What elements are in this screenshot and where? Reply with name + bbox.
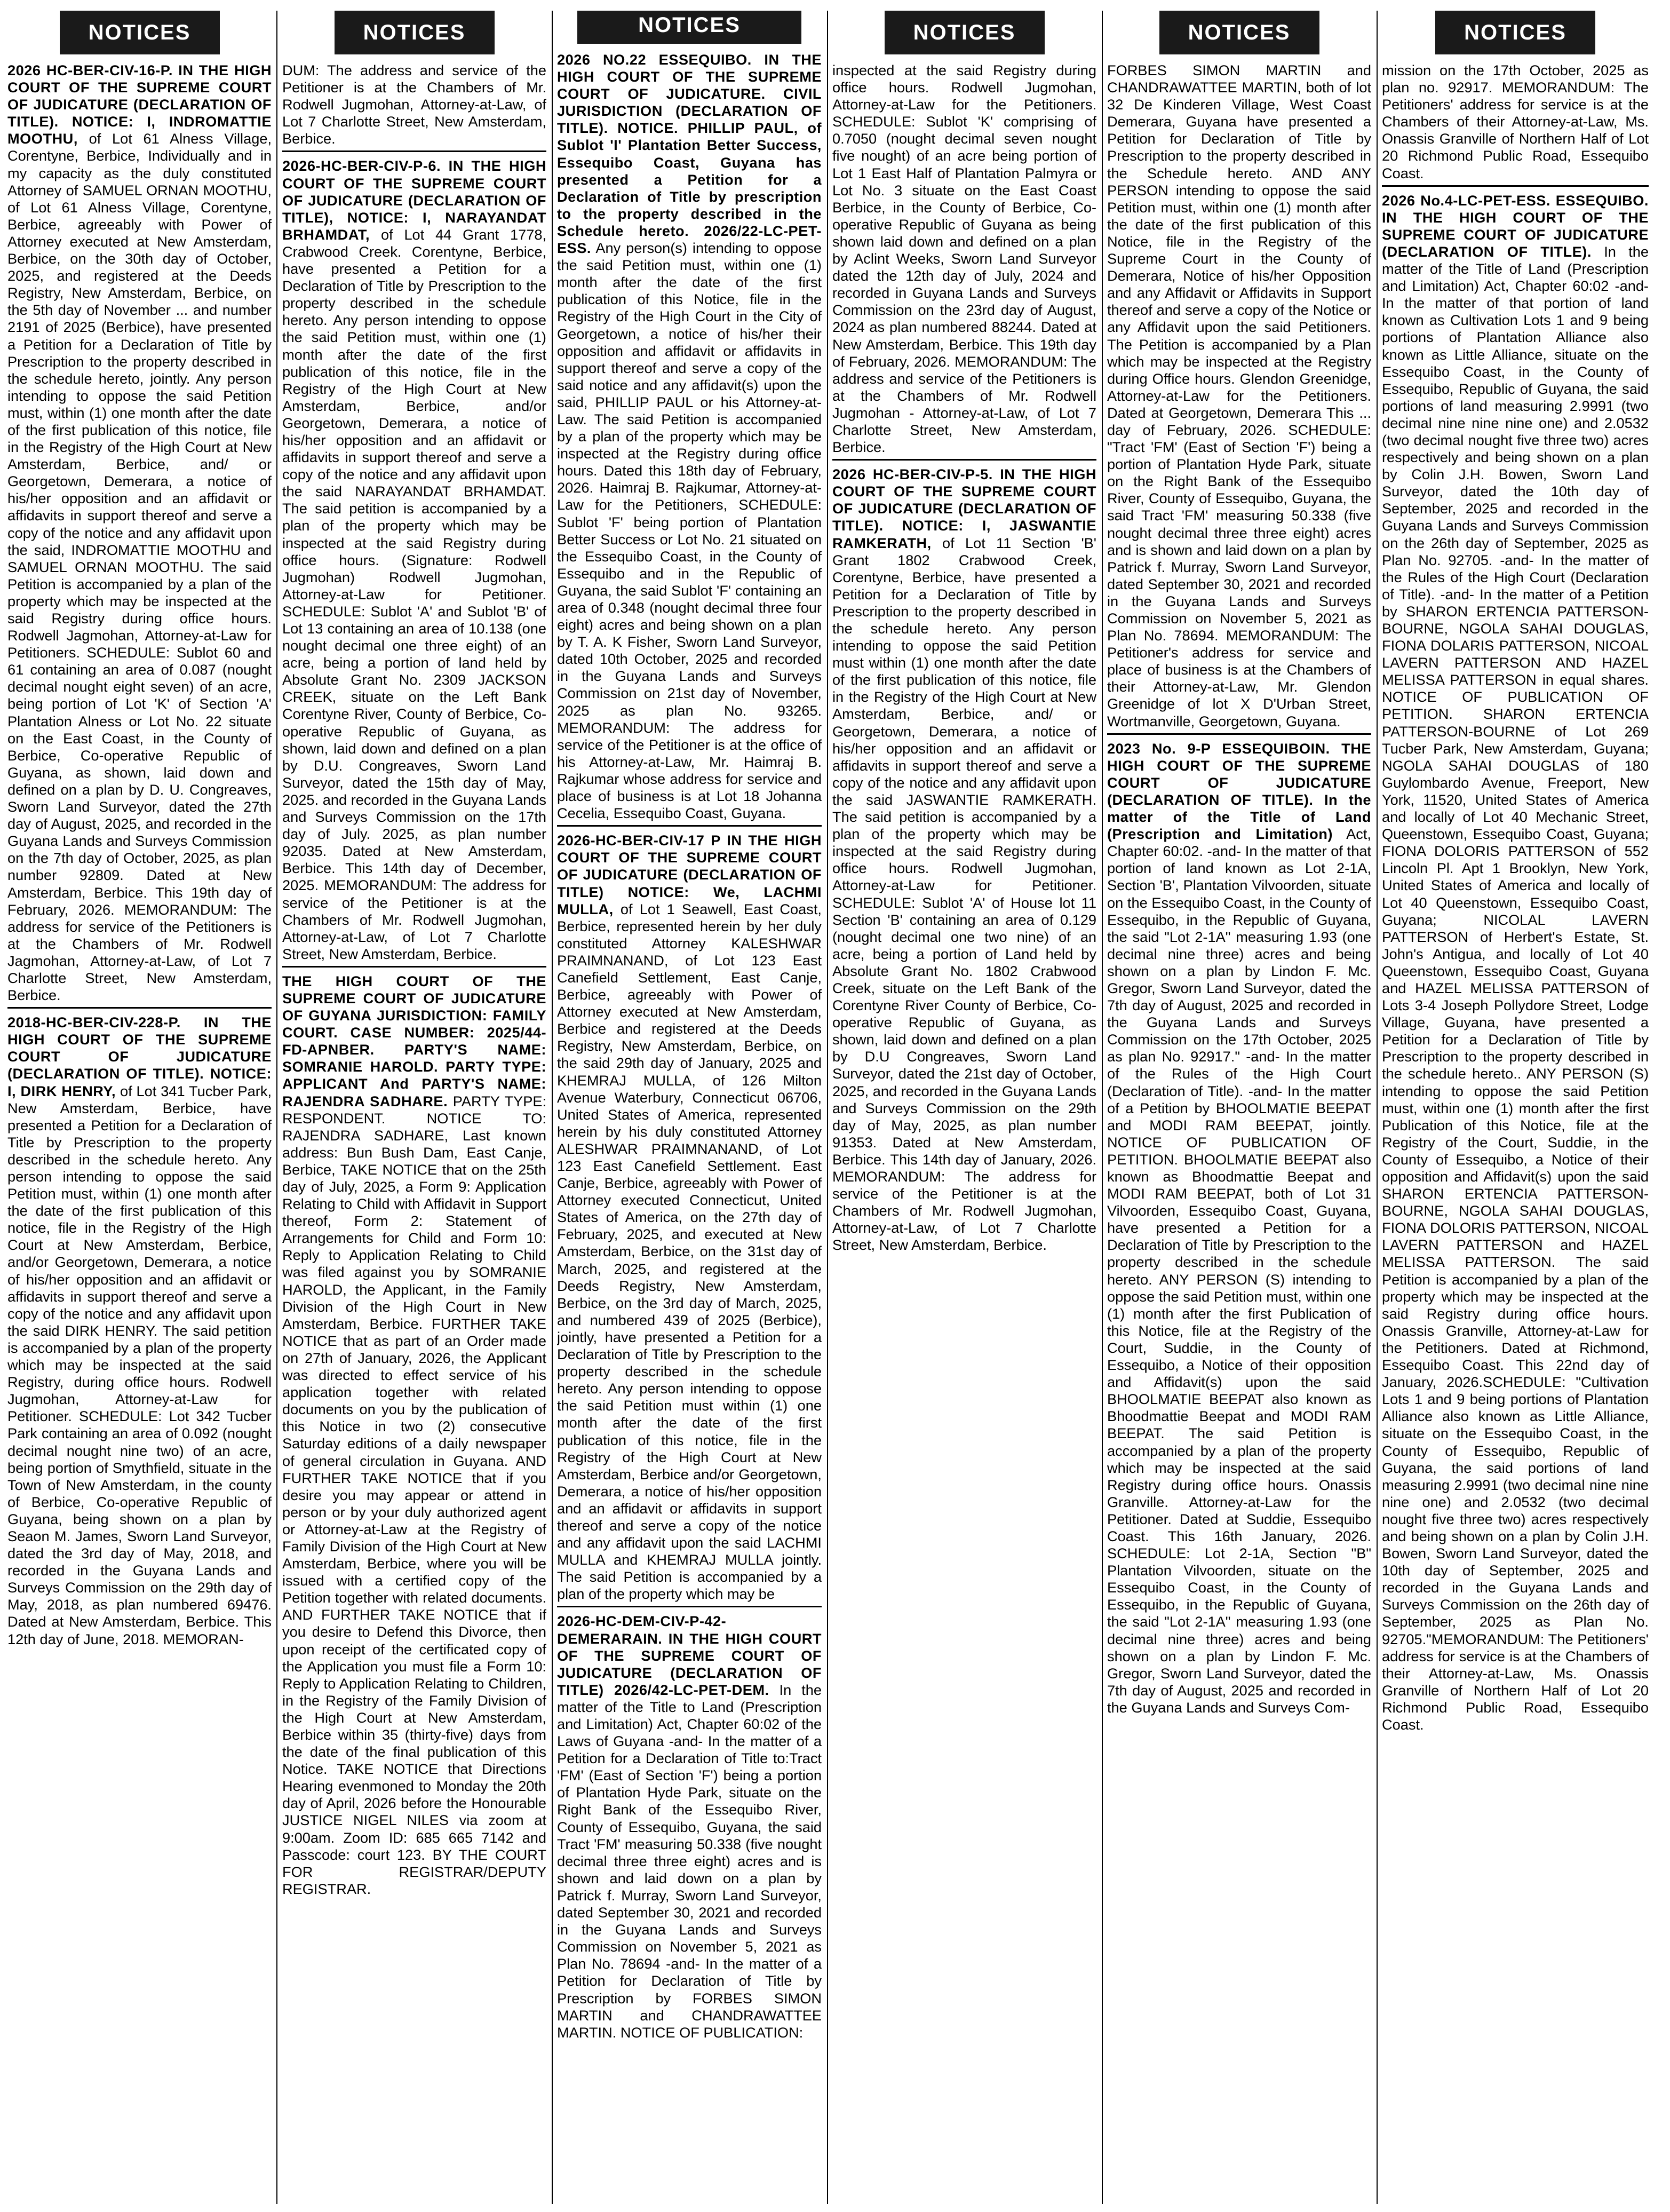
notice	[557, 832, 822, 1603]
notice-title: 2026 No.4-LC-PET-ESS. ESSEQUIBO. IN THE HIGH COURT OF THE SUPREME COURT OF JUDICATURE (DECLARATION OF TITLE).	[1382, 192, 1649, 260]
column-divider	[1377, 11, 1378, 2204]
notice-title: 2026-HC-BER-CIV-17 P IN THE HIGH COURT OF THE SUPREME COURT OF JUDICATURE (DECLARATION OF TITLE) NOTICE: We, LACHMI MULLA,	[557, 832, 822, 917]
notice-body: of Lot 61 Alness Village, Corentyne, Berbice, Individually and in my capacity as the duly constituted Attorney of SAMUEL ORNAN MOOTHU, of Lot 61 Alness Village, Corentyne, Berbice, agreeably with Power of Attorney executed at New Amsterdam, Berbice, on the 30th day of October, 2025, and registered at the Deeds Registry, New Amsterdam, Berbice, on the 5th day of November ... and number 2191 of 2025 (Berbice), have presented a Petition for a Declaration of Title by Prescription to the property described in the schedule hereto, jointly. Any person intending to oppose the said Petition must, within (1) one month after the date of the first publication of this notice, file in the Registry of the High Court at New Amsterdam, Berbice, and/ or Georgetown, Demerara, a notice of his/her opposition and an affidavit or affidavits in support thereof and serve a copy of the notice and any affidavit upon the said, INDROMATTIE MOOTHU and SAMUEL ORNAN MOOTHU. The said Petition is accompanied by a plan of the property which may be inspected at the said Registry during office hours. Rodwell Jagmohan, Attorney-at-Law for Petitioners. SCHEDULE: Sublot 60 and 61 containing an area of 0.087 (nought decimal nought eight seven) of an acre, being portion of Lot 'K' of Section 'A' Plantation Alness or Lot No. 22 situate on the East Coast, in the County of Berbice, Co-operative Republic of Guyana, as shown, laid down and defined on a plan by D. U. Congreaves, Sworn Land Surveyor, dated the 27th day of August, 2025, and recorded in the Guyana Lands and Surveys Commission on the 7th day of October, 2025, as plan number 92809. Dated at New Amsterdam, Berbice. This 19th day of February, 2026. MEMORANDUM: The address for service of the Petitioners is at the Chambers of Mr. Rodwell Jagmohan, Attorney-at-Law, of Lot 7 Charlotte Street, New Amsterdam, Berbice.	[7, 130, 272, 1004]
notice-divider	[1382, 185, 1649, 187]
notice-continuation	[1382, 62, 1649, 182]
notices-header: NOTICES	[1435, 11, 1595, 54]
column-divider	[1102, 11, 1103, 2204]
notices-column-3	[557, 11, 822, 2044]
notice	[1107, 740, 1371, 1716]
notice-divider	[832, 459, 1096, 461]
notice-body: of Lot 44 Grant 1778, Crabwood Creek. Corentyne, Berbice, have presented a Petition for a Declaration of Title by Prescription to the property described in the schedule hereto. Any person intending to oppose the said Petition must, within one (1) month after the date of the first publication of this notice, file in the Registry of the High Court at New Amsterdam, Berbice, and/or Georgetown, Demerara, a notice of his/her opposition and an affidavit or affidavits in support thereof and serve a copy of the notice and any affidavit upon the said NARAYANDAT BRHAMDAT. The said petition is accompanied by a plan of the property which may be inspected at the said Registry during office hours. (Signature: Rodwell Jugmohan) Rodwell Jugmohan, Attorney-at-Law for Petitioner. SCHEDULE: Sublot 'A' and Sublot 'B' of Lot 13 containing an area of 10.138 (one nought decimal one three eight) of an acre, being a portion of land held by Absolute Grant No. 2309 JACKSON CREEK, situate on the Left Bank Corentyne River, County of Berbice, Co-operative Republic of Guyana, as shown, laid down and defined on a plan by D.U. Congreaves, Sworn Land Surveyor, dated the 15th day of May, 2025. and recorded in the Guyana Lands and Surveys Commission on the 17th day of July. 2025, as plan number 92035. Dated at New Amsterdam, Berbice. This 14th day of December, 2025. MEMORANDUM: The address for service of the Petitioner is at the Chambers of Mr. Rodwell Jugmohan, Attorney-at-Law, of Lot 7 Charlotte Street, New Amsterdam, Berbice.	[282, 226, 546, 962]
notice-body: of Lot 11 Section 'B' Grant 1802 Crabwood Creek, Corentyne, Berbice, have presented a Petition for a Declaration of Title by Prescription to the property described in the schedule hereto. Any person intending to oppose the said Petition must within (1) one month after the date of the first publication of this notice, file in the Registry of the High Court at New Amsterdam, Berbice, and/ or Georgetown, Demerara, a notice of his/her opposition and an affidavit or affidavits in support thereof and serve a copy of the notice and any affidavit upon the said JASWANTIE RAMKERATH. The said petition is accompanied by a plan of the property which may be inspected at the said Registry during office hours. Rodwell Jugmohan, Attorney-at-Law for Petitioner. SCHEDULE: Sublot 'A' of House lot 11 Section 'B' containing an area of 0.129 (nought decimal one two nine) of an acre, being a portion of Land held by Absolute Grant No. 1802 Crabwood Creek, situate on the Left Bank of the Corentyne River County of Berbice, Co-operative Republic of Guyana, as shown, laid down and defined on a plan by D.U Congreaves, Sworn Land Surveyor, dated the 21st day of October, 2025, and recorded in the Guyana Lands and Surveys Commission on the 29th day of May, 2025, as plan number 91353. Dated at New Amsterdam, Berbice. This 14th day of January, 2026. MEMORANDUM: The address for service of the Petitioner is at the Chambers of Mr. Rodwell Jugmohan, Attorney-at-Law, of Lot 7 Charlotte Street, New Amsterdam, Berbice.	[832, 534, 1096, 1254]
notice-body: of Lot 1 Seawell, East Coast, Berbice, represented herein by her duly constituted Attorney KALESHWAR PRAIMNANAND, of Lot 123 East Canefield Settlement, East Canje, Berbice, agreeably with Power of Attorney executed at New Amsterdam, Berbice and registered at the Deeds Registry, New Amsterdam, Berbice, on the said 29th day of January, 2025 and KHEMRAJ MULLA, of 126 Milton Avenue Waterbury, Connecticut 06706, United States of America, represented herein by his duly constituted Attorney ALESHWAR PRAIMNANAND, of Lot 123 East Canefield Settlement. East Canje, Berbice, agreeably with Power of Attorney executed Connecticut, United States of America, on the 27th day of February, 2025, and executed at New Amsterdam, Berbice, on the 31st day of March, 2025, and registered at the Deeds Registry, New Amsterdam, Berbice, on the 3rd day of March, 2025, and numbered 439 of 2025 (Berbice), jointly, have presented a Petition for a Declaration of Title by Prescription to the property described in the schedule hereto. Any person intending to oppose the said Petition must within (1) one month after the date of the first publication of this notice, file in the Registry of the High Court at New Amsterdam, Berbice and/or Georgetown, Demerara, a notice of his/her opposition and an affidavit or affidavits in support thereof and serve a copy of the notice and any affidavit upon the said LACHMI MULLA and KHEMRAJ MULLA jointly. The said Petition is accompanied by a plan of the property which may be	[557, 900, 822, 1603]
notice	[1382, 192, 1649, 1733]
notice-body: mission on the 17th October, 2025 as plan no. 92917. MEMORANDUM: The Petitioners' address for service is at the Chambers of their Attorney-at-Law, Ms. Onassis Granville of Northern Half of Lot 20 Richmond Public Road, Essequibo Coast.	[1382, 62, 1649, 181]
notice-divider	[282, 966, 546, 968]
notices-header: NOTICES	[60, 11, 220, 54]
notice	[7, 1014, 272, 1647]
notice-body: of Lot 341 Tucber Park, New Amsterdam, Berbice, have presented a Petition for a Declaration of Title by Prescription to the property described in the schedule hereto. Any person intending to oppose the said Petition must, within (1) one month after the date of the first publication of this notice, file in the Registry of the High Court at New Amsterdam, Berbice, and/or Georgetown, Demerara, a notice of his/her opposition and an affidavit or affidavits in support thereof and serve a copy of the notice and any affidavit upon the said DIRK HENRY. The said petition is accompanied by a plan of the property which may be inspected at the said Registry, during office hours. Rodwell Jugmohan, Attorney-at-Law for Petitioner. SCHEDULE: Lot 342 Tucber Park containing an area of 0.092 (nought decimal nought nine two) of an acre, being portion of Smythfield, situate in the Town of New Amsterdam, in the county of Berbice, Co-operative Republic of Guyana, being shown on a plan by Seaon M. James, Sworn Land Surveyor, dated the 3rd day of May, 2018, and recorded in the Guyana Lands and Surveys Commission on the 29th day of May, 2018, as plan numbered 69476. Dated at New Amsterdam, Berbice. This 12th day of June, 2018. MEMORAN-	[7, 1082, 272, 1647]
notice-title: 2026 HC-BER-CIV-16-P. IN THE HIGH COURT OF THE SUPREME COURT OF JUDICATURE (DECLARATION OF TITLE). NOTICE: I, INDROMATTIE MOOTHU,	[7, 62, 272, 147]
notice-title: 2026-HC-DEM-CIV-P-42-DEMERARAIN. IN THE HIGH COURT OF THE SUPREME COURT OF JUDICATURE (DECLARATION OF TITLE) 2026/42-LC-PET-DEM.	[557, 1613, 822, 1698]
notice-continuation	[832, 62, 1096, 456]
notice-body: DUM: The address and service of the Petitioner is at the Chambers of Mr. Rodwell Jugmohan, Attorney-at-Law, of Lot 7 Charlotte Street, New Amsterdam, Berbice.	[282, 62, 546, 147]
notice-divider	[557, 1606, 822, 1607]
notices-column-6	[1382, 11, 1649, 1737]
notices-header: NOTICES	[885, 11, 1045, 54]
notice-divider	[557, 825, 822, 827]
notices-column-2	[282, 11, 546, 1901]
notices-column-1	[7, 11, 272, 1651]
notice	[557, 51, 822, 822]
column-divider	[552, 11, 553, 2204]
notice-body: PARTY TYPE: RESPONDENT. NOTICE TO: RAJENDRA SADHARE, Last known address: Bun Bush Dam, East Canje, Berbice, TAKE NOTICE that on the 25th day of July, 2025, a Form 9: Application Relating to Child with Affidavit in Support thereof, Form 2: Statement of Arrangements for Child and Form 10: Reply to Application Relating to Child was filed against you by SOMRANIE HAROLD, the Applicant, in the Family Division of the High Court in New Amsterdam, Berbice. FURTHER TAKE NOTICE that as part of an Order made on 27th of January, 2026, the Applicant was directed to effect service of his application together with related documents on you by the publication of this Notice in two (2) consecutive Saturday editions of a daily newspaper of general circulation in Guyana. AND FURTHER TAKE NOTICE that if you desire you may appear or attend in person or by your duly authorized agent or Attorney-at-Law at the Registry of Family Division of the High Court at New Amsterdam, Berbice, where you will be issued with a certified copy of the Petition together with related documents. AND FURTHER TAKE NOTICE that if you desire to Defend this Divorce, then upon receipt of the certificated copy of the Application you must file a Form 10: Reply to Application Relating to Children, in the Registry of the Family Division of the High Court at New Amsterdam, Berbice within 35 (thirty-five) days from the date of the final publication of this Notice. TAKE NOTICE that Directions Hearing evenmoned to Monday the 20th day of April, 2026 before the Honourable JUSTICE NIGEL NILES via zoom at 9:00am. Zoom ID: 685 665 7142 and Passcode: court 123. BY THE COURT FOR REGISTRAR/DEPUTY REGISTRAR.	[282, 1092, 546, 1897]
notice-body: Act, Chapter 60:02. -and- In the matter of that portion of land known as Lot 2-1A, Section 'B', Plantation Vilvoorden, situate on the Essequibo Coast, in the County of Essequibo, in the Republic of Guyana, the said "Lot 2-1A" measuring 1.93 (one decimal nine three) acres and being shown on a plan by Lindon F. Mc. Gregor, Sworn Land Surveyor, dated the 7th day of August, 2025 and recorded in the Guyana Lands and Surveys Commission on the 17th October, 2025 as plan No. 92917." -and- In the matter of the Rules of the High Court (Declaration of Title). -and- In the matter of a Petition by BHOOLMATIE BEEPAT and MODI RAM BEEPAT, jointly. NOTICE OF PUBLICATION OF PETITION. BHOOLMATIE BEEPAT also known as Bhoodmattie Beepat and MODI RAM BEEPAT, both of Lot 31 Vilvoorden, Essequibo Coast, Guyana, have presented a Petition for a Declaration of Title by Prescription to the property described in the schedule hereto. ANY PERSON (S) intending to oppose the said Petition must, within one (1) month after the first Publication of this Notice, file at the Registry of the Court, Suddie, in the County of Essequibo, a Notice of their opposition and Affidavit(s) upon the said BHOOLMATIE BEEPAT also known as Bhoodmattie Beepat and MODI RAM BEEPAT. The said Petition is accompanied by a plan of the property which may be inspected at the said Registry during office hours. Onassis Granville. Attorney-at-Law for the Petitioner. Dated at Suddie, Essequibo Coast. This 16th January, 2026. SCHEDULE: Lot 2-1A, Section "B" Plantation Vilvoorden, situate on the Essequibo Coast, in the County of Essequibo, in the Republic of Guyana, the said "Lot 2-1A" measuring 1.93 (one decimal nine three) acres and being shown on a plan by Lindon F. Mc. Gregor, Sworn Land Surveyor, dated the 7th day of August, 2025 and recorded in the Guyana Lands and Surveys Com-	[1107, 826, 1371, 1716]
notice	[282, 157, 546, 962]
column-divider	[827, 11, 828, 2204]
notice-title: 2026 HC-BER-CIV-P-5. IN THE HIGH COURT OF THE SUPREME COURT OF JUDICATURE (DECLARATION OF TITLE). NOTICE: I, JASWANTIE RAMKERATH,	[832, 466, 1096, 551]
notice-divider	[282, 150, 546, 152]
notice-continuation	[1107, 62, 1371, 730]
notice	[557, 1613, 822, 2041]
notices-column-5	[1107, 11, 1371, 1719]
notice-title: 2023 No. 9-P ESSEQUIBOIN. THE HIGH COURT OF THE SUPREME COURT OF JUDICATURE (DECLARATION OF TITLE). In the matter of the Title of Land (Prescription and Limitation)	[1107, 740, 1371, 843]
notice	[7, 62, 272, 1004]
notice-divider	[1107, 733, 1371, 735]
notice-body: In the matter of the Title to Land (Prescription and Limitation) Act, Chapter 60:02 of the Laws of Guyana -and- In the matter of a Petition for a Declaration of Title to:Tract 'FM' (East of Section 'F') being a portion of Plantation Hyde Park, situate on the Right Bank of the Essequibo River, County of Essequibo, Guyana, the said Tract 'FM' measuring 50.338 (five nought decimal three three eight) acres and is shown and laid down on a plan by Patrick f. Murray, Sworn Land Surveyor, dated September 30, 2021 and recorded in the Guyana Lands and Surveys Commission on November 5, 2021 as Plan No. 78694 -and- In the matter of a Petition for Declaration of Title by Prescription by FORBES SIMON MARTIN and CHANDRAWATTEE MARTIN. NOTICE OF PUBLICATION:	[557, 1681, 822, 2041]
notice	[832, 466, 1096, 1254]
column-divider	[276, 11, 277, 2204]
notice-divider	[7, 1007, 272, 1009]
notice	[282, 973, 546, 1898]
notice-body: inspected at the said Registry during office hours. Rodwell Jugmohan, Attorney-at-Law for the Petitioners. SCHEDULE: Sublot 'K' comprising of 0.7050 (nought decimal seven nought five nought) of an acre being portion of Lot 1 East Half of Plantation Palmyra or Lot No. 3 situate on the East Coast Berbice, in the County of Berbice, Co-operative Republic of Guyana as being shown laid down and defined on a plan by Aclint Weeks, Sworn Land Surveyor dated the 12th day of July, 2024 and recorded in Guyana Lands and Surveys Commission on the 23rd day of August, 2024 as plan numbered 88244. Dated at New Amsterdam, Berbice. This 19th day of February, 2026. MEMORANDUM: The address and service of the Petitioners is at the Chambers of Mr. Rodwell Jugmohan - Attorney-at-Law, of Lot 7 Charlotte Street, New Amsterdam, Berbice.	[832, 62, 1096, 456]
notices-header: NOTICES	[1159, 11, 1319, 54]
notice-title: 2026-HC-BER-CIV-P-6. IN THE HIGH COURT OF THE SUPREME COURT OF JUDICATURE (DECLARATION OF TITLE), NOTICE: I, NARAYANDAT BRHAMDAT,	[282, 157, 546, 243]
notice-title: 2026 NO.22 ESSEQUIBO. IN THE HIGH COURT OF THE SUPREME COURT OF JUDICATURE. CIVIL JURISDICTION (DECLARATION OF TITLE). NOTICE. PHILLIP PAUL, of Sublot 'I' Plantation Better Success, Essequibo Coast, Guyana has presented a Petition for a Declaration of Title by prescription to the property described in the Schedule hereto. 2026/22-LC-PET-ESS.	[557, 51, 822, 257]
notice-title: THE HIGH COURT OF THE SUPREME COURT OF JUDICATURE OF GUYANA JURISDICTION: FAMILY COURT. CASE NUMBER: 2025/44-FD-APNBER. PARTY'S NAME: SOMRANIE HAROLD. PARTY TYPE: APPLICANT And PARTY'S NAME: RAJENDRA SADHARE.	[282, 972, 546, 1109]
notices-header: NOTICES	[335, 11, 495, 54]
notice-continuation	[282, 62, 546, 147]
notice-body: Any person(s) intending to oppose the said Petition must, within one (1) month after the date of the first publication of this Notice, file in the Registry of the High Court in the City of Georgetown, a notice of his/her their opposition and affidavit or affidavits in support thereof and serve a copy of the said notice and any affidavit(s) upon the said, PHILLIP PAUL or his Attorney-at-Law. The said Petition is accompanied by a plan of the property which may be inspected at the Registry during office hours. Dated this 18th day of February, 2026. Haimraj B. Rajkumar, Attorney-at-Law for the Petitioners, SCHEDULE: Sublot 'F' being portion of Plantation Better Success or Lot No. 21 situated on the Essequibo Coast, in the County of Essequibo and in the Republic of Guyana, the said Sublot 'F' containing an area of 0.348 (nought decimal three four eight) acres and being shown on a plan by T. A. K Fisher, Sworn Land Surveyor, dated 10th October, 2025 and recorded in the Guyana Lands and Surveys Commission on 21st day of November, 2025 as plan No. 93265. MEMORANDUM: The address for service of the Petitioner is at the office of his Attorney-at-Law, Mr. Haimraj B. Rajkumar whose address for service and place of business is at Lot 18 Johanna Cecelia, Essequibo Coast, Guyana.	[557, 240, 822, 822]
notice-body: FORBES SIMON MARTIN and CHANDRAWATTEE MARTIN, both of lot 32 De Kinderen Village, West Coast Demerara, Guyana have presented a Petition for Declaration of Title by Prescription to the property described in the Schedule hereto. AND ANY PERSON intending to oppose the said Petition must, within one (1) month after the date of the first publication of this Notice, file in the Registry of the Supreme Court in the County of Demerara, Notice of his/her Opposition and any Affidavit or Affidavits in Support thereof and serve a copy of the Notice or any Affidavit upon the said Petitioners. The Petition is accompanied by a Plan which may be inspected at the Registry during Office hours. Glendon Greenidge, Attorney-at-Law for the Petitioners. Dated at Georgetown, Demerara This ... day of February, 2026. SCHEDULE: "Tract 'FM' (East of Section 'F') being a portion of Plantation Hyde Park, situate on the Right Bank of the Essequibo River, County of Essequibo, Guyana, the said Tract 'FM' measuring 50.338 (five nought decimal three three eight) acres and is shown and laid down on a plan by Patrick f. Murray, Sworn Land Surveyor, dated September 30, 2021 and recorded in the Guyana Lands and Surveys Commission on November 5, 2021 as Plan No. 78694. MEMORANDUM: The Petitioner's address for service and place of business is at the Chambers of their Attorney-at-Law, Mr. Glendon Greenidge of lot X D'Urban Street, Wortmanville, Georgetown, Guyana.	[1107, 62, 1371, 730]
notice-body: In the matter of the Title of Land (Prescription and Limitation) Act, Chapter 60:02 -and- In the matter of that portion of land known as Cultivation Lots 1 and 9 being portions of Plantation Alliance also known as Little Alliance, situate on the Essequibo Coast, in the County of Essequibo, Republic of Guyana, the said portions of land measuring 2.9991 (two decimal nine nine nine one) and 2.0532 (two decimal nought five three two) acres respectively and being shown on a plan by Colin J.H. Bowen, Sworn Land Surveyor, dated the 10th day of September, 2025 and recorded in the Guyana Lands and Surveys Commission on the 26th day of September, 2025 as Plan No. 92705. -and- In the matter of the Rules of the High Court (Declaration of Title). -and- In the matter of a Petition by SHARON ERTENCIA PATTERSON-BOURNE, NGOLA SAHAI DOUGLAS, FIONA DOLARIS PATTERSON, NICOAL LAVERN PATTERSON AND HAZEL MELISSA PATTERSON in equal shares. NOTICE OF PUBLICATION OF PETITION. SHARON ERTENCIA PATTERSON-BOURNE of Lot 269 Tucber Park, New Amsterdam, Guyana; NGOLA SAHAI DOUGLAS of 180 Guylombardo Avenue, Freeport, New York, 11520, United States of America and locally of Lot 40 Mechanic Street, Queenstown, Essequibo Coast, Guyana; FIONA DOLORIS PATTERSON of 552 Lincoln Pl. Apt 1 Brooklyn, New York, United States of America and locally of Lot 40 Queenstown, Essequibo Coast, Guyana; NICOLAL LAVERN PATTERSON of Herbert's Estate, St. John's Antigua, and locally of Lot 40 Queenstown, Essequibo Coast, Guyana and HAZEL MELISSA PATTERSON of Lots 3-4 Joseph Pollydore Street, Lodge Village, Guyana, have presented a Petition for a Declaration of Title by Prescription to the property described in the schedule hereto.. ANY PERSON (S) intending to oppose the said Petition must, within one (1) month after the first Publication of this Notice, file at the Registry of the Court, Suddie, in the County of Essequibo, a Notice of their opposition and Affidavit(s) upon the said SHARON ERTENCIA PATTERSON-BOURNE, NGOLA SAHAI DOUGLAS, FIONA DOLORIS PATTERSON, NICOAL LAVERN PATTERSON and HAZEL MELISSA PATTERSON. The said Petition is accompanied by a plan of the property which may be inspected at the said Registry during office hours. Onassis Granville, Attorney-at-Law for the Petitioners. Dated at Richmond, Essequibo Coast. This 22nd day of January, 2026.SCHEDULE: "Cultivation Lots 1 and 9 being portions of Plantation Alliance also known as Little Alliance, situate on the Essequibo Coast, in the County of Essequibo, Republic of Guyana, the said portions of land measuring 2.9991 (two decimal nine nine nine one) and 2.0532 (two decimal nought five three two) acres respectively and being shown on a plan by Colin J.H. Bowen, Sworn Land Surveyor, dated the 10th day of September, 2025 and recorded in the Guyana Lands and Surveys Commission on the 26th day of September, 2025 as Plan No. 92705."MEMORANDUM: The Petitioners' address for service is at the Chambers of their Attorney-at-Law, Ms. Onassis Granville of Northern Half of Lot 20 Richmond Public Road, Essequibo Coast.	[1382, 243, 1649, 1733]
notice-title: 2018-HC-BER-CIV-228-P. IN THE HIGH COURT OF THE SUPREME COURT OF JUDICATURE (DECLARATION OF TITLE). NOTICE: I, DIRK HENRY,	[7, 1014, 272, 1099]
notices-column-4	[832, 11, 1096, 1257]
notices-header: NOTICES	[577, 11, 801, 44]
